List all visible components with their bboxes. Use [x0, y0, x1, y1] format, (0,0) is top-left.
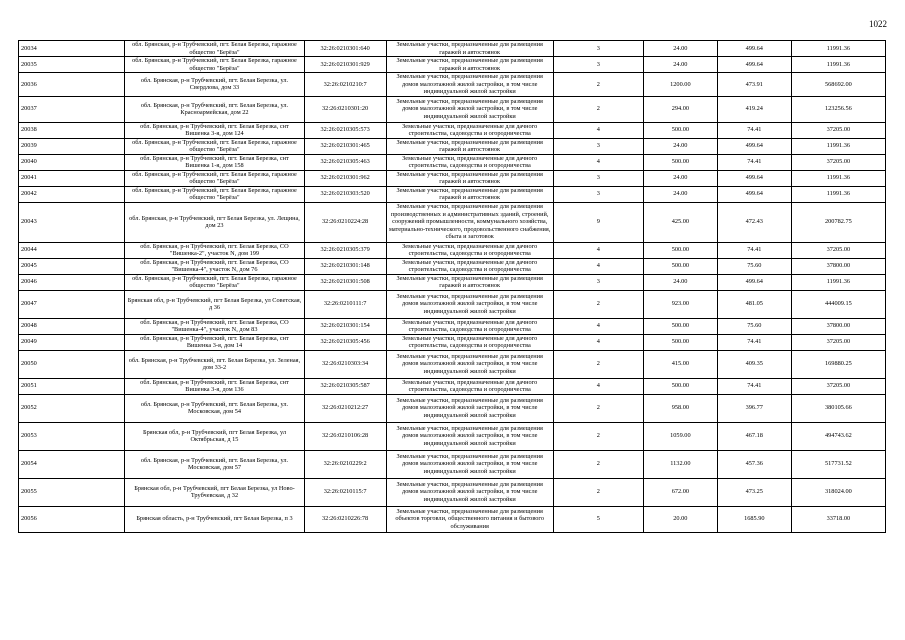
address-cell: обл. Брянская, р-н Трубчевский, пгт. Белая Березка, гаражное общество "Берёза"	[125, 138, 304, 154]
zone-group-cell: 3	[553, 57, 643, 73]
row-number: 20056	[19, 506, 125, 532]
land-use-cell: Земельные участки, предназначенные для размещения домов малоэтажной жилой застройки, в том числе индивидуальной жилой застройки	[386, 73, 553, 97]
specific-value-cell: 472.43	[717, 202, 791, 242]
zone-group-cell: 2	[553, 350, 643, 378]
cadastral-value-cell: 380105.66	[791, 394, 885, 422]
address-cell: Брянская обл, р-н Трубчевский, пгт Белая Березка, ул Советская, д 36	[125, 290, 304, 318]
page-number: 1022	[869, 19, 887, 29]
address-cell: обл. Брянская, р-н Трубчевский, пгт. Белая Березка, снт Вишенка 3-я, дом 124	[125, 122, 304, 138]
cadastral-number-cell: 32:26:0210301:465	[304, 138, 386, 154]
address-cell: обл. Брянская, р-н Трубчевский, пгт. Белая Березка, СО "Вишенка-2", участок N, дом 199	[125, 242, 304, 258]
specific-value-cell: 467.18	[717, 422, 791, 450]
address-cell: обл. Брянская, р-н Трубчевский, пгт. Белая Березка, ул. Московская, дом 54	[125, 394, 304, 422]
table-row	[19, 422, 886, 450]
zone-group-cell: 4	[553, 122, 643, 138]
table-row	[19, 290, 886, 318]
cadastral-number-cell: 32:26:0210301:508	[304, 274, 386, 290]
specific-value-cell: 74.41	[717, 334, 791, 350]
land-use-cell: Земельные участки, предназначенные для размещения гаражей и автостоянок	[386, 138, 553, 154]
table-row	[19, 154, 886, 170]
cadastral-value-cell: 37205.00	[791, 334, 885, 350]
row-number: 20050	[19, 350, 125, 378]
row-number: 20049	[19, 334, 125, 350]
row-number: 20039	[19, 138, 125, 154]
row-number: 20046	[19, 274, 125, 290]
area-cell: 294.00	[643, 96, 717, 122]
specific-value-cell: 74.41	[717, 154, 791, 170]
area-cell: 500.00	[643, 318, 717, 334]
specific-value-cell: 499.64	[717, 41, 791, 57]
cadastral-number-cell: 32:26:0210212:27	[304, 394, 386, 422]
address-cell: обл. Брянская, р-н Трубчевский, пгт. Белая Березка, снт Вишенка 3-я, дом 136	[125, 378, 304, 394]
table-row	[19, 258, 886, 274]
address-cell: Брянская область, р-н Трубчевский, пгт Белая Березка, п 3	[125, 506, 304, 532]
area-cell: 500.00	[643, 334, 717, 350]
cadastral-number-cell: 32:26:0210115:7	[304, 478, 386, 506]
address-cell: обл. Брянская, р-н Трубчевский, пгт. Белая Березка, ул. Московская, дом 57	[125, 450, 304, 478]
cadastral-number-cell: 32:26:0210305:587	[304, 378, 386, 394]
cadastral-number-cell: 32:26:0210301:929	[304, 57, 386, 73]
cadastral-value-cell: 33718.00	[791, 506, 885, 532]
land-use-cell: Земельные участки, предназначенные для размещения домов малоэтажной жилой застройки, в том числе индивидуальной жилой застройки	[386, 450, 553, 478]
table-row	[19, 274, 886, 290]
specific-value-cell: 419.24	[717, 96, 791, 122]
table-row	[19, 186, 886, 202]
specific-value-cell: 499.64	[717, 170, 791, 186]
land-use-cell: Земельные участки, предназначенные для дачного строительства, садоводства и огородничества	[386, 334, 553, 350]
specific-value-cell: 74.41	[717, 122, 791, 138]
table-row	[19, 73, 886, 97]
cadastral-value-cell: 11991.36	[791, 170, 885, 186]
land-use-cell: Земельные участки, предназначенные для размещения гаражей и автостоянок	[386, 41, 553, 57]
area-cell: 500.00	[643, 122, 717, 138]
table-row	[19, 202, 886, 242]
cadastral-value-cell: 123256.56	[791, 96, 885, 122]
row-number: 20043	[19, 202, 125, 242]
area-cell: 500.00	[643, 258, 717, 274]
area-cell: 500.00	[643, 378, 717, 394]
row-number: 20042	[19, 186, 125, 202]
area-cell: 672.00	[643, 478, 717, 506]
zone-group-cell: 3	[553, 138, 643, 154]
specific-value-cell: 473.91	[717, 73, 791, 97]
cadastral-value-cell: 517731.52	[791, 450, 885, 478]
specific-value-cell: 499.64	[717, 138, 791, 154]
row-number: 20055	[19, 478, 125, 506]
cadastral-value-cell: 37800.00	[791, 318, 885, 334]
zone-group-cell: 3	[553, 186, 643, 202]
table-row	[19, 394, 886, 422]
table-row	[19, 378, 886, 394]
area-cell: 1059.00	[643, 422, 717, 450]
address-cell: обл. Брянская, р-н Трубчевский, пгт. Белая Березка, гаражное общество "Берёза"	[125, 274, 304, 290]
cadastral-value-cell: 568692.00	[791, 73, 885, 97]
specific-value-cell: 74.41	[717, 378, 791, 394]
cadastral-number-cell: 32:26:0210305:463	[304, 154, 386, 170]
specific-value-cell: 499.64	[717, 274, 791, 290]
address-cell: Брянская обл, р-н Трубчевский, пгт Белая Березка, ул Ново-Трубчевская, д 32	[125, 478, 304, 506]
address-cell: обл. Брянская, р-н Трубчевский, пгт. Белая Березка, снт Вишенка 3-я, дом 14	[125, 334, 304, 350]
cadastral-value-cell: 11991.36	[791, 274, 885, 290]
land-use-cell: Земельные участки, предназначенные для размещения производственных и административных зданий, строений, сооружений промышленности, коммунального хозяйства, материально-технического, продовольственного снабжения, сбыта и заготовок	[386, 202, 553, 242]
row-number: 20040	[19, 154, 125, 170]
row-number: 20047	[19, 290, 125, 318]
area-cell: 24.00	[643, 41, 717, 57]
cadastral-number-cell: 32:26:0210301:154	[304, 318, 386, 334]
table-row	[19, 318, 886, 334]
zone-group-cell: 9	[553, 202, 643, 242]
table-row	[19, 450, 886, 478]
cadastral-number-cell: 32:26:0210111:7	[304, 290, 386, 318]
zone-group-cell: 2	[553, 290, 643, 318]
row-number: 20036	[19, 73, 125, 97]
area-cell: 425.00	[643, 202, 717, 242]
land-use-cell: Земельные участки, предназначенные для дачного строительства, садоводства и огородничества	[386, 378, 553, 394]
address-cell: обл. Брянская, р-н Трубчевский, пгт. Белая Березка, СО "Вишенка-4", участок N, дом 83	[125, 318, 304, 334]
specific-value-cell: 481.05	[717, 290, 791, 318]
land-use-cell: Земельные участки, предназначенные для дачного строительства, садоводства и огородничества	[386, 318, 553, 334]
cadastral-number-cell: 32:26:0210305:573	[304, 122, 386, 138]
row-number: 20051	[19, 378, 125, 394]
zone-group-cell: 3	[553, 274, 643, 290]
cadastral-number-cell: 32:26:0210226:78	[304, 506, 386, 532]
cadastral-number-cell: 32:26:0210210:7	[304, 73, 386, 97]
land-use-cell: Земельные участки, предназначенные для дачного строительства, садоводства и огородничества	[386, 122, 553, 138]
row-number: 20045	[19, 258, 125, 274]
zone-group-cell: 2	[553, 478, 643, 506]
land-use-cell: Земельные участки, предназначенные для размещения объектов торговли, общественного питания и бытового обслуживания	[386, 506, 553, 532]
table-row	[19, 96, 886, 122]
cadastral-number-cell: 32:26:0210106:28	[304, 422, 386, 450]
cadastral-value-table	[18, 40, 886, 533]
land-use-cell: Земельные участки, предназначенные для размещения домов малоэтажной жилой застройки, в том числе индивидуальной жилой застройки	[386, 422, 553, 450]
address-cell: обл. Брянская, р-н Трубчевский, пгт. Белая Березка, ул. Свердлова, дом 33	[125, 73, 304, 97]
address-cell: обл. Брянская, р-н Трубчевский, пгт. Белая Березка, гаражное общество "Берёза"	[125, 170, 304, 186]
cadastral-value-cell: 37205.00	[791, 154, 885, 170]
table-row	[19, 350, 886, 378]
cadastral-value-cell: 200782.75	[791, 202, 885, 242]
row-number: 20037	[19, 96, 125, 122]
cadastral-value-cell: 37205.00	[791, 122, 885, 138]
cadastral-value-cell: 494743.62	[791, 422, 885, 450]
row-number: 20048	[19, 318, 125, 334]
specific-value-cell: 396.77	[717, 394, 791, 422]
land-use-cell: Земельные участки, предназначенные для размещения домов малоэтажной жилой застройки, в том числе индивидуальной жилой застройки	[386, 350, 553, 378]
table-row	[19, 170, 886, 186]
row-number: 20044	[19, 242, 125, 258]
table-row	[19, 506, 886, 532]
cadastral-value-cell: 444009.15	[791, 290, 885, 318]
land-use-cell: Земельные участки, предназначенные для размещения гаражей и автостоянок	[386, 186, 553, 202]
row-number: 20041	[19, 170, 125, 186]
land-use-cell: Земельные участки, предназначенные для дачного строительства, садоводства и огородничества	[386, 154, 553, 170]
cadastral-number-cell: 32:26:0210305:456	[304, 334, 386, 350]
cadastral-number-cell: 32:26:0210301:148	[304, 258, 386, 274]
area-cell: 500.00	[643, 242, 717, 258]
zone-group-cell: 2	[553, 450, 643, 478]
cadastral-number-cell: 32:26:0210301:962	[304, 170, 386, 186]
row-number: 20034	[19, 41, 125, 57]
zone-group-cell: 4	[553, 154, 643, 170]
specific-value-cell: 75.60	[717, 258, 791, 274]
cadastral-value-cell: 318024.00	[791, 478, 885, 506]
cadastral-value-cell: 11991.36	[791, 41, 885, 57]
cadastral-value-cell: 11991.36	[791, 57, 885, 73]
area-cell: 24.00	[643, 170, 717, 186]
table-row	[19, 242, 886, 258]
area-cell: 24.00	[643, 186, 717, 202]
table-row	[19, 41, 886, 57]
area-cell: 1132.00	[643, 450, 717, 478]
area-cell: 24.00	[643, 57, 717, 73]
table-row	[19, 478, 886, 506]
cadastral-number-cell: 32:26:0210301:20	[304, 96, 386, 122]
area-cell: 20.00	[643, 506, 717, 532]
table-row	[19, 57, 886, 73]
zone-group-cell: 2	[553, 96, 643, 122]
cadastral-number-cell: 32:26:0210229:2	[304, 450, 386, 478]
cadastral-number-cell: 32:26:0210303:520	[304, 186, 386, 202]
land-use-cell: Земельные участки, предназначенные для размещения домов малоэтажной жилой застройки, в том числе индивидуальной жилой застройки	[386, 394, 553, 422]
zone-group-cell: 4	[553, 242, 643, 258]
table-body	[19, 41, 886, 533]
specific-value-cell: 1685.90	[717, 506, 791, 532]
zone-group-cell: 4	[553, 258, 643, 274]
specific-value-cell: 499.64	[717, 57, 791, 73]
address-cell: обл. Брянская, р-н Трубчевский, пгт. Белая Березка, снт Вишенка 1-я, дом 158	[125, 154, 304, 170]
row-number: 20052	[19, 394, 125, 422]
area-cell: 958.00	[643, 394, 717, 422]
row-number: 20053	[19, 422, 125, 450]
address-cell: обл. Брянская, р-н Трубчевский, пгт. Белая Березка, ул. Красноармейская, дом 22	[125, 96, 304, 122]
area-cell: 415.00	[643, 350, 717, 378]
area-cell: 24.00	[643, 274, 717, 290]
zone-group-cell: 4	[553, 334, 643, 350]
row-number: 20038	[19, 122, 125, 138]
cadastral-number-cell: 32:26:0210301:640	[304, 41, 386, 57]
area-cell: 923.00	[643, 290, 717, 318]
specific-value-cell: 499.64	[717, 186, 791, 202]
land-use-cell: Земельные участки, предназначенные для размещения домов малоэтажной жилой застройки, в том числе индивидуальной жилой застройки	[386, 96, 553, 122]
land-use-cell: Земельные участки, предназначенные для дачного строительства, садоводства и огородничества	[386, 242, 553, 258]
table-row	[19, 334, 886, 350]
address-cell: обл. Брянская, р-н Трубчевский, пгт Белая Березка, ул. Лещина, дом 23	[125, 202, 304, 242]
specific-value-cell: 473.25	[717, 478, 791, 506]
land-use-cell: Земельные участки, предназначенные для размещения домов малоэтажной жилой застройки, в том числе индивидуальной жилой застройки	[386, 478, 553, 506]
specific-value-cell: 457.36	[717, 450, 791, 478]
zone-group-cell: 2	[553, 422, 643, 450]
land-use-cell: Земельные участки, предназначенные для размещения гаражей и автостоянок	[386, 274, 553, 290]
specific-value-cell: 75.60	[717, 318, 791, 334]
row-number: 20035	[19, 57, 125, 73]
land-use-cell: Земельные участки, предназначенные для размещения домов малоэтажной жилой застройки, в том числе индивидуальной жилой застройки	[386, 290, 553, 318]
cadastral-number-cell: 32:26:0210224:28	[304, 202, 386, 242]
zone-group-cell: 4	[553, 378, 643, 394]
cadastral-value-cell: 37800.00	[791, 258, 885, 274]
cadastral-value-cell: 11991.36	[791, 138, 885, 154]
address-cell: обл. Брянская, р-н Трубчевский, пгт. Белая Березка, ул. Зеленая, дом 33-2	[125, 350, 304, 378]
zone-group-cell: 3	[553, 170, 643, 186]
address-cell: Брянская обл, р-н Трубчевский, пгт Белая Березка, ул Октябрьская, д 15	[125, 422, 304, 450]
area-cell: 500.00	[643, 154, 717, 170]
land-use-cell: Земельные участки, предназначенные для дачного строительства, садоводства и огородничества	[386, 258, 553, 274]
address-cell: обл. Брянская, р-н Трубчевский, пгт. Белая Березка, гаражное общество "Берёза"	[125, 186, 304, 202]
area-cell: 1200.00	[643, 73, 717, 97]
zone-group-cell: 3	[553, 41, 643, 57]
cadastral-value-cell: 169880.25	[791, 350, 885, 378]
address-cell: обл. Брянская, р-н Трубчевский, пгт. Белая Березка, гаражное общество "Берёза"	[125, 41, 304, 57]
zone-group-cell: 4	[553, 318, 643, 334]
specific-value-cell: 74.41	[717, 242, 791, 258]
cadastral-number-cell: 32:26:0210305:379	[304, 242, 386, 258]
zone-group-cell: 2	[553, 73, 643, 97]
table-row	[19, 122, 886, 138]
address-cell: обл. Брянская, р-н Трубчевский, пгт. Белая Березка, СО "Вишенка-4", участок N, дом 76	[125, 258, 304, 274]
cadastral-value-cell: 11991.36	[791, 186, 885, 202]
cadastral-value-cell: 37205.00	[791, 242, 885, 258]
address-cell: обл. Брянская, р-н Трубчевский, пгт. Белая Березка, гаражное общество "Берёза"	[125, 57, 304, 73]
cadastral-number-cell: 32:26:0210303:34	[304, 350, 386, 378]
land-use-cell: Земельные участки, предназначенные для размещения гаражей и автостоянок	[386, 57, 553, 73]
table-row	[19, 138, 886, 154]
specific-value-cell: 409.35	[717, 350, 791, 378]
zone-group-cell: 2	[553, 394, 643, 422]
zone-group-cell: 5	[553, 506, 643, 532]
land-use-cell: Земельные участки, предназначенные для размещения гаражей и автостоянок	[386, 170, 553, 186]
row-number: 20054	[19, 450, 125, 478]
cadastral-value-cell: 37205.00	[791, 378, 885, 394]
area-cell: 24.00	[643, 138, 717, 154]
